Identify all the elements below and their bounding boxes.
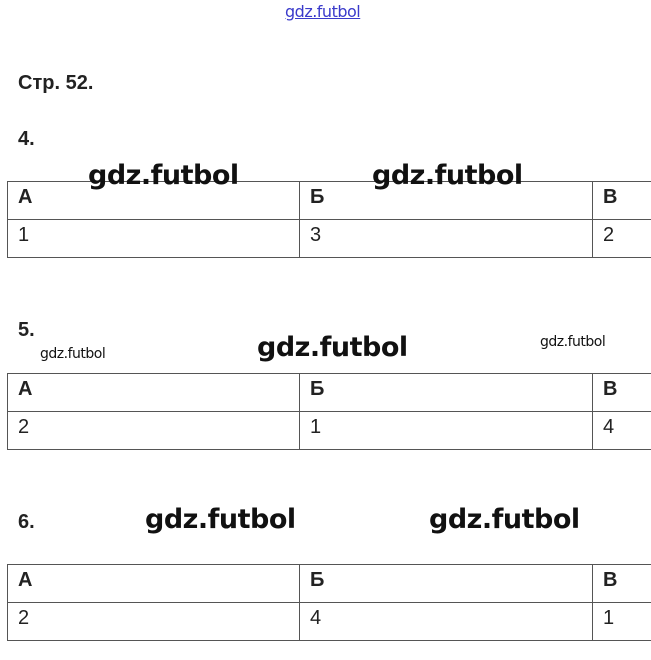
header-cell-a: А	[8, 182, 300, 220]
table-header-row	[8, 565, 651, 603]
answer-table-4	[7, 181, 651, 258]
site-link[interactable]: gdz.futbol	[285, 2, 361, 21]
page-reference: Стр. 52.	[18, 72, 94, 94]
header-cell-b: Б	[300, 374, 593, 412]
header-cell-a: А	[8, 374, 300, 412]
header-cell-v: В	[593, 374, 651, 412]
header-cell-b: Б	[300, 565, 593, 603]
answer-cell-b: 1	[300, 412, 593, 450]
answer-cell-a: 2	[8, 603, 300, 641]
answer-table-6	[7, 564, 651, 641]
header-cell-b: Б	[300, 182, 593, 220]
answer-cell-b: 4	[300, 603, 593, 641]
watermark: gdz.futbol	[145, 504, 296, 535]
answer-cell-v: 2	[593, 220, 651, 258]
task-number-6: 6.	[18, 511, 35, 533]
table-answer-row	[8, 603, 651, 641]
table-answer-row	[8, 220, 651, 258]
watermark: gdz.futbol	[540, 334, 606, 350]
table-answer-row	[8, 412, 651, 450]
watermark: gdz.futbol	[372, 160, 523, 191]
watermark: gdz.futbol	[257, 332, 408, 363]
watermark: gdz.futbol	[40, 346, 106, 362]
header-cell-a: А	[8, 565, 300, 603]
answer-cell-b: 3	[300, 220, 593, 258]
task-number-4: 4.	[18, 128, 35, 150]
answer-cell-a: 1	[8, 220, 300, 258]
table-header-row	[8, 374, 651, 412]
header-cell-v: В	[593, 565, 651, 603]
task-number-5: 5.	[18, 319, 35, 341]
answer-cell-v: 1	[593, 603, 651, 641]
header-cell-v: В	[593, 182, 651, 220]
answer-cell-a: 2	[8, 412, 300, 450]
watermark: gdz.futbol	[88, 160, 239, 191]
answer-table-5	[7, 373, 651, 450]
watermark: gdz.futbol	[429, 504, 580, 535]
answer-cell-v: 4	[593, 412, 651, 450]
